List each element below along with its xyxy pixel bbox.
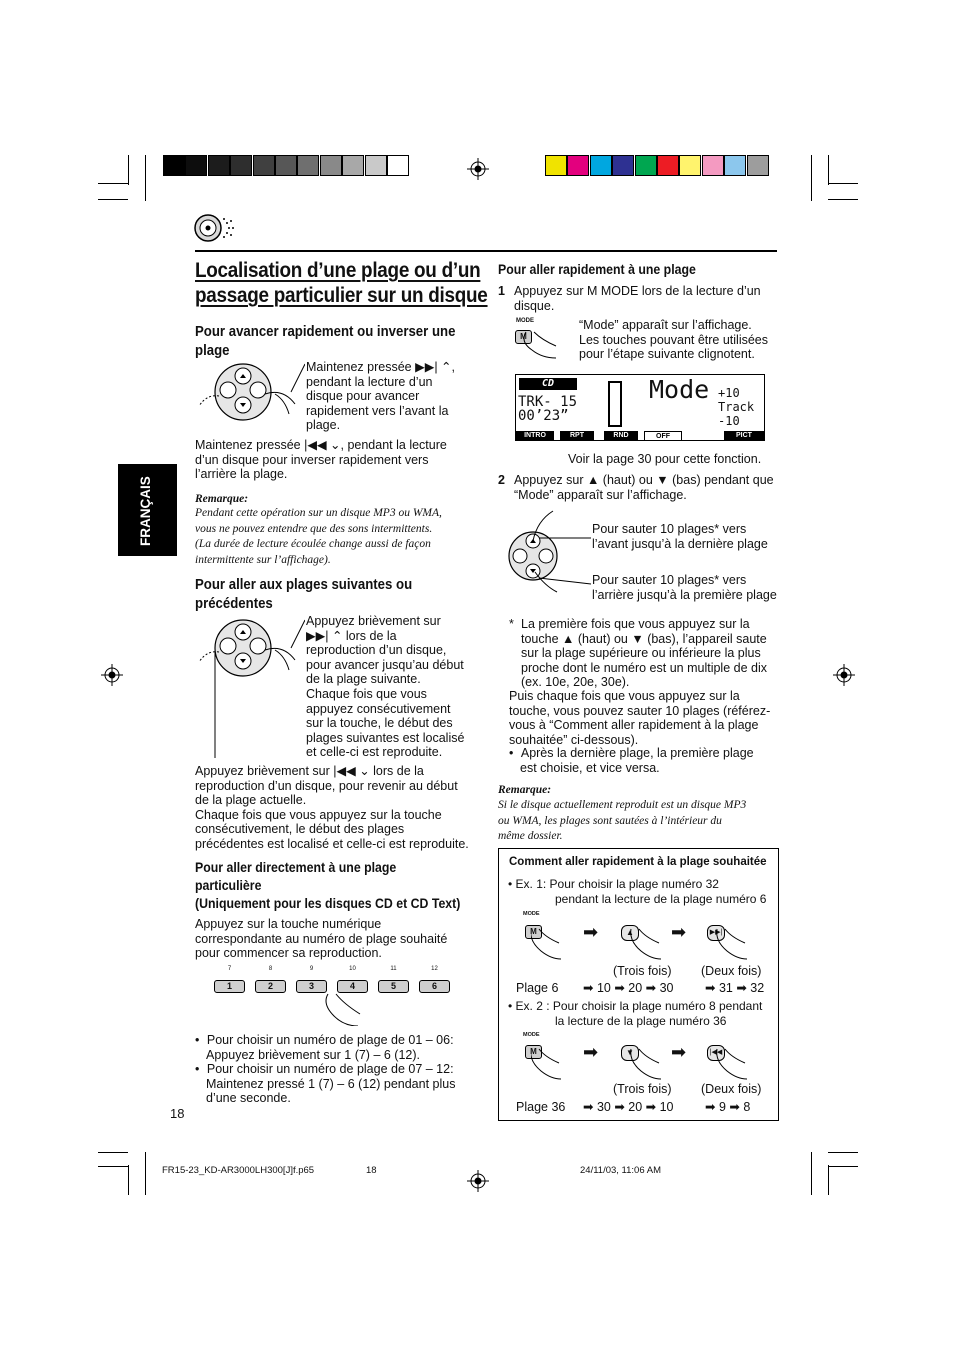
arrow-icon: ➡ [671,1042,687,1062]
gray-swatch [297,155,319,176]
next-track-instructions: Appuyez brièvement sur ▶▶| ⌃ lors de la reproduction d’un disque, pour avancer jusqu’au début de la plage suivante. Chaque fois que vous appuyez consécutivement sur la touche, le début des plages suivantes est localisé et celle-ci est reproduite. [306,614,465,760]
arrow-icon: ➡ [671,922,687,942]
footer-date: 24/11/03, 11:06 AM [580,1165,661,1176]
section-heading-next-previous: Pour aller aux plages suivantes ou précédentes [195,576,413,612]
direct-track-instructions: Appuyez sur la touche numérique correspondante au numéro de plage souhaité pour commencer sa reproduction. [195,917,448,961]
count-two: (Deux fois) [701,964,762,978]
gray-swatch [275,155,297,176]
section-heading-quick-search: Pour aller rapidement à une plage [498,261,696,277]
number-keys: 7 8 9 10 11 12 1 2 3 4 5 6 [214,966,454,1026]
color-swatch [657,155,679,176]
crop-mark [98,183,128,184]
count-three: (Trois fois) [613,964,672,978]
gray-swatch [185,155,207,176]
arrow-icon: ➡ [583,1042,599,1062]
language-tab [118,464,177,556]
color-swatch [635,155,657,176]
remark-label: Remarque: [498,784,552,796]
section-heading-direct-track: Pour aller directement à une plage particulière (Uniquement pour les disques CD et CD Text) [195,859,461,911]
number-key-4[interactable]: 4 [337,980,368,993]
count-two: (Deux fois) [701,1082,762,1096]
step-number: 2 [498,473,505,487]
crop-mark [828,155,829,185]
mode-button-label: MODE [516,318,534,324]
step-2-text: Appuyez sur ▲ (haut) ou ▼ (bas) pendant que “Mode” apparaît sur l’affichage. [514,473,774,502]
finger-icons [531,927,771,967]
registration-mark-icon [467,1170,489,1192]
gray-swatch [230,155,252,176]
crop-mark [828,1152,858,1153]
language-label: FRANÇAIS [138,476,153,546]
up-down-pad-icon [505,508,595,608]
example-box [498,848,779,1121]
reverse-instructions: Maintenez pressée |◀◀ ⌄, pendant la lecture d’un disque pour inverser rapidement vers l’arrière la plage. [195,438,447,482]
crop-mark [828,199,858,200]
crop-mark [128,1165,129,1195]
finger-icon [322,992,362,1026]
crop-mark [145,1152,146,1195]
sequence-tens: ➡ 30 ➡ 20 ➡ 10 [583,1100,674,1114]
lcd-minus-ten: -10 [718,414,740,428]
color-swatch [724,155,746,176]
step-1-note: “Mode” apparaît sur l’affichage. Les touches pouvant être utilisées pour l’étape suivante clignotent. [579,318,769,362]
gray-swatch [320,155,342,176]
crop-mark [98,199,128,200]
fast-forward-instructions: Maintenez pressée ▶▶| ⌃, pendant la lecture d’un disque pour avancer rapidement vers l’avant la plage. [306,360,455,433]
bullet-wrap: • Après la dernière plage, la première plage est choisie, et vice versa. [509,746,754,775]
gray-swatch [163,155,185,176]
lcd-display [515,374,765,441]
up-note: Pour sauter 10 plages* vers l’avant jusqu’à la dernière plage [592,522,768,551]
crop-mark [128,155,129,185]
gray-swatch [208,155,230,176]
see-page-note: Voir la page 30 pour cette fonction. [568,452,762,466]
number-key-5[interactable]: 5 [378,980,409,993]
registration-mark-icon [101,664,123,686]
up-key-icon[interactable]: ▲ [621,925,639,941]
section-heading-fast-forward: Pour avancer rapidement ou inverser une plage [195,323,456,359]
crop-mark [98,1152,128,1153]
hourglass-icon [608,381,622,427]
lcd-track: TRK- 15 [518,394,578,410]
number-key-3[interactable]: 3 [296,980,327,993]
crop-mark [811,155,812,201]
step-1-text: Appuyez sur M MODE lors de la lecture d’un disque. [514,284,761,313]
registration-mark-icon [833,664,855,686]
color-swatch [747,155,769,176]
number-key-6[interactable]: 6 [419,980,450,993]
bullet-list-direct: • Pour choisir un numéro de plage de 01 – 06: Appuyez brièvement sur 1 (7) – 6 (12). • Pour choisir un numéro de plage de 07 – 12: Maintenez pressé 1 (7) – 6 (12) pendant plus d’une seconde. [195,1033,456,1106]
lcd-plus-ten: +10 [718,386,740,400]
crop-mark [98,1166,128,1167]
gray-swatch [253,155,275,176]
next-key-icon[interactable]: ▶▶| [707,925,725,941]
mode-button[interactable]: M [525,1045,542,1059]
footer-filename: FR15-23_KD-AR3000LH300[J]f.p65 [162,1165,315,1176]
arrow-icon: ➡ [583,922,599,942]
mode-button[interactable]: M [525,925,542,939]
gray-swatch [342,155,364,176]
lcd-tag-intro: INTRO [516,431,554,441]
footnote-mark: * [509,617,514,631]
crop-mark [828,183,858,184]
color-swatch [545,155,567,176]
color-swatch [567,155,589,176]
number-key-1[interactable]: 1 [214,980,245,993]
sequence-units: ➡ 9 ➡ 8 [705,1100,751,1114]
previous-track-instructions: Appuyez brièvement sur |◀◀ ⌄ lors de la reproduction d’un disque, pour revenir au début de la plage actuelle. Chaque fois que vous appuyez sur la touche consécutivement, le début des plages précédentes est localisé et celle-ci est reproduite. [195,764,469,851]
example-2-text: • Ex. 2 : Pour choisir la plage numéro 8 pendant la lecture de la plage numéro 36 [508,999,763,1028]
sequence-units: ➡ 31 ➡ 32 [705,981,765,995]
example-box-title: Comment aller rapidement à la plage souhaitée [509,856,767,868]
crop-mark [828,1165,829,1195]
step-number: 1 [498,284,505,298]
lcd-mode: Mode [649,375,710,404]
finger-icons [531,1047,771,1085]
previous-key-icon[interactable]: |◀◀ [707,1045,725,1061]
down-note: Pour sauter 10 plages* vers l’arrière jusqu’à la première plage [592,573,777,602]
sequence-tens: ➡ 10 ➡ 20 ➡ 30 [583,981,674,995]
gray-swatch [365,155,387,176]
crop-mark [828,1166,858,1167]
number-key-2[interactable]: 2 [255,980,286,993]
color-swatch [612,155,634,176]
lcd-tag-rnd: RND [604,431,638,441]
registration-mark-icon [467,158,489,180]
remark-label: Remarque: [195,493,249,505]
count-three: (Trois fois) [613,1082,672,1096]
then-text: Puis chaque fois que vous appuyez sur la touche, vous pouvez sauter 10 plages (référez- vous à “Comment aller rapidement à la plage souhaitée” ci-dessous). [509,689,771,747]
control-pad-icon [195,362,305,440]
mode-button[interactable]: M [515,330,532,344]
disc-icon [193,213,239,243]
page-title: Localisation d’une plage ou d’un passage particulier sur un disque [195,259,488,307]
mode-button-label: MODE [523,911,540,917]
finger-icon [520,330,560,360]
mode-button-label: MODE [523,1032,540,1038]
footnote-text: La première fois que vous appuyez sur la touche ▲ (haut) ou ▼ (bas), l’appareil saute sur la plage supérieure ou inférieure la plus proche dont le numéro est un multiple de dix (ex. 10e, 20e, 30e). [521,617,767,690]
lcd-tag-off: OFF [644,431,682,441]
color-swatch [679,155,701,176]
remark-text: Si le disque actuellement reproduit est un disque MP3 ou WMA, les plages sont sautées à l’intérieur du même dossier. [498,799,747,842]
sequence-start: Plage 36 [516,1100,566,1114]
remark-text: Pendant cette opération sur un disque MP3 ou WMA, vous ne pouvez entendre que des sons intermittents. (La durée de lecture écoulée change aussi de façon intermittente sur l’affichage). [195,507,442,566]
sequence-start: Plage 6 [516,981,559,995]
gray-swatch [387,155,409,176]
lcd-time: 00’23” [518,408,569,424]
footer-page: 18 [366,1165,377,1176]
crop-mark [145,155,146,201]
example-1-text: • Ex. 1: Pour choisir la plage numéro 32 pendant la lecture de la plage numéro 6 [508,877,767,906]
page-number: 18 [170,1106,185,1121]
lcd-track-label: Track [718,400,755,414]
crop-mark [811,1152,812,1195]
lcd-cd-indicator: CD [519,378,577,390]
header-rule [195,250,777,252]
lcd-tag-pict: PICT [724,431,764,441]
control-pad-icon [195,618,305,760]
color-swatch [702,155,724,176]
down-key-icon[interactable]: ▼ [621,1045,639,1061]
color-swatch [590,155,612,176]
lcd-tag-rpt: RPT [560,431,594,441]
